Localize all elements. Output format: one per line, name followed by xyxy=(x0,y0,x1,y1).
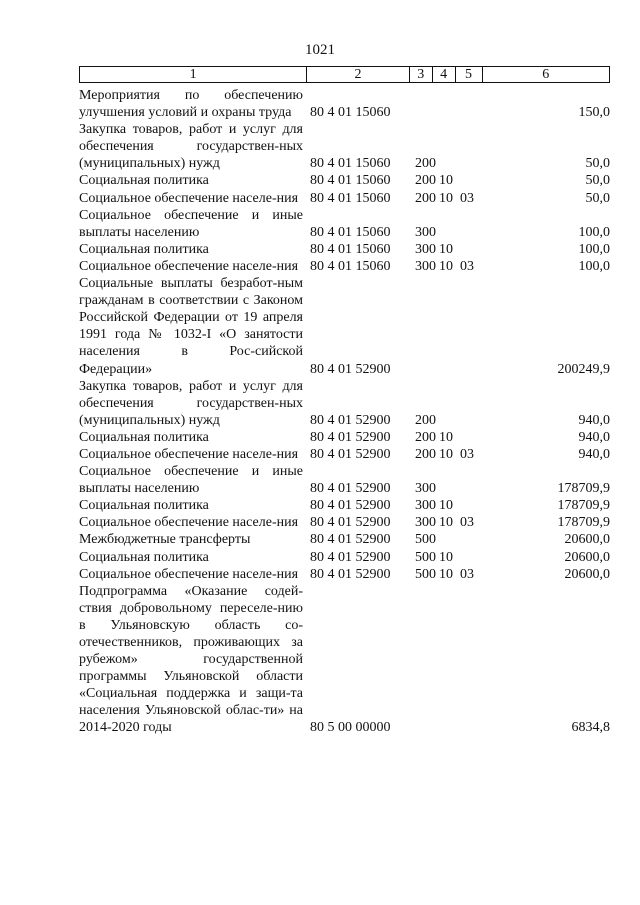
row-code: 80 4 01 52900 xyxy=(310,481,391,497)
row-code: 80 4 01 52900 xyxy=(310,515,391,531)
row-code: 80 4 01 52900 xyxy=(310,412,391,428)
row-name: Социальное обеспечение и иные выплаты населению xyxy=(79,207,303,240)
row-vr: 300 xyxy=(415,224,436,240)
row-code: 80 4 01 15060 xyxy=(310,190,391,206)
row-code: 80 4 01 52900 xyxy=(310,361,391,377)
row-rz: 10 xyxy=(439,173,453,189)
row-sum: 6834,8 xyxy=(571,720,610,736)
row-name: Социальное обеспечение и иные выплаты населению xyxy=(79,464,303,497)
table-row xyxy=(79,275,610,378)
row-code: 80 4 01 15060 xyxy=(310,224,391,240)
row-name: Социальное обеспечение населе-ния xyxy=(79,515,299,531)
row-name: Социальное обеспечение населе-ния xyxy=(79,566,299,582)
header-col-2: 2 xyxy=(307,67,410,82)
row-name: Социальная политика xyxy=(79,549,209,565)
row-name: Социальная политика xyxy=(79,498,209,514)
row-rz: 10 xyxy=(439,515,453,531)
row-vr: 200 xyxy=(415,190,436,206)
table-row xyxy=(79,190,610,207)
row-vr: 200 xyxy=(415,173,436,189)
row-sum: 940,0 xyxy=(578,446,610,462)
table-row xyxy=(79,531,610,548)
header-col-5: 5 xyxy=(456,67,483,82)
row-code: 80 4 01 15060 xyxy=(310,156,391,172)
row-sum: 50,0 xyxy=(585,173,610,189)
table-row xyxy=(79,121,610,172)
row-name: Закупка товаров, работ и услуг для обеспечения государствен-ных (муниципальных) нужд xyxy=(79,122,303,172)
row-rz: 10 xyxy=(439,429,453,445)
row-sum: 100,0 xyxy=(578,258,610,274)
row-vr: 300 xyxy=(415,258,436,274)
row-rz: 10 xyxy=(439,190,453,206)
row-rz: 10 xyxy=(439,498,453,514)
row-sum: 940,0 xyxy=(578,429,610,445)
row-pr: 03 xyxy=(460,515,474,531)
row-code: 80 4 01 52900 xyxy=(310,498,391,514)
row-vr: 300 xyxy=(415,241,436,257)
header-col-6: 6 xyxy=(542,67,550,82)
table-row xyxy=(79,514,610,531)
row-code: 80 4 01 52900 xyxy=(310,429,391,445)
row-rz: 10 xyxy=(439,258,453,274)
row-sum: 178709,9 xyxy=(557,515,610,531)
row-code: 80 4 01 52900 xyxy=(310,566,391,582)
row-code: 80 4 01 52900 xyxy=(310,549,391,565)
row-rz: 10 xyxy=(439,446,453,462)
row-code: 80 4 01 15060 xyxy=(310,105,391,121)
row-name: Социальная политика xyxy=(79,241,209,257)
row-name: Подпрограмма «Оказание содей-ствия добровольному переселе-нию в Ульяновскую область со-отечественников, проживающих за рубежом» государственной программы Ульяновской области «Социальная поддержка и защи-та населения Ульяновской облас-ти» на 2014-2020 годы xyxy=(79,583,303,736)
table-header xyxy=(79,66,610,83)
row-sum: 50,0 xyxy=(585,190,610,206)
table-row xyxy=(79,497,610,514)
row-vr: 200 xyxy=(415,412,436,428)
table-row xyxy=(79,241,610,258)
row-sum: 200249,9 xyxy=(557,361,610,377)
table-row xyxy=(79,463,610,497)
row-sum: 20600,0 xyxy=(564,566,610,582)
row-rz: 10 xyxy=(439,241,453,257)
row-sum: 940,0 xyxy=(578,412,610,428)
row-name: Межбюджетные трансферты xyxy=(79,532,251,548)
table-row xyxy=(79,87,610,121)
header-col-1: 1 xyxy=(80,67,307,82)
row-name: Социальные выплаты безработ-ным гражданам в соответствии с Законом Российской Федерации от 19 апреля 1991 года № 1032-I «О занятости населения в Рос-сийской Федерации» xyxy=(79,276,303,377)
table-body xyxy=(79,87,610,737)
row-code: 80 4 01 15060 xyxy=(310,241,391,257)
row-sum: 20600,0 xyxy=(564,532,610,548)
row-vr: 500 xyxy=(415,532,436,548)
row-pr: 03 xyxy=(460,446,474,462)
row-code: 80 4 01 52900 xyxy=(310,532,391,548)
row-sum: 50,0 xyxy=(585,156,610,172)
table-row xyxy=(79,583,610,737)
row-vr: 300 xyxy=(415,498,436,514)
row-vr: 500 xyxy=(415,566,436,582)
row-sum: 178709,9 xyxy=(557,481,610,497)
row-vr: 200 xyxy=(415,156,436,172)
row-name: Мероприятия по обеспечению улучшения условий и охраны труда xyxy=(79,88,303,121)
row-code: 80 4 01 15060 xyxy=(310,173,391,189)
row-vr: 200 xyxy=(415,446,436,462)
table-row xyxy=(79,549,610,566)
row-vr: 200 xyxy=(415,429,436,445)
row-sum: 100,0 xyxy=(578,224,610,240)
row-sum: 150,0 xyxy=(578,105,610,121)
table-row xyxy=(79,429,610,446)
row-code: 80 4 01 15060 xyxy=(310,258,391,274)
header-col-3: 3 xyxy=(410,67,433,82)
row-sum: 178709,9 xyxy=(557,498,610,514)
row-pr: 03 xyxy=(460,258,474,274)
table-row xyxy=(79,258,610,275)
table-row xyxy=(79,446,610,463)
row-code: 80 5 00 00000 xyxy=(310,720,391,736)
row-sum: 100,0 xyxy=(578,241,610,257)
row-rz: 10 xyxy=(439,549,453,565)
row-name: Социальное обеспечение населе-ния xyxy=(79,258,299,274)
row-vr: 500 xyxy=(415,549,436,565)
row-name: Социальное обеспечение населе-ния xyxy=(79,446,299,462)
page-number: 1021 xyxy=(305,42,335,58)
row-name: Закупка товаров, работ и услуг для обеспечения государствен-ных (муниципальных) нужд xyxy=(79,378,303,428)
row-vr: 300 xyxy=(415,481,436,497)
row-sum: 20600,0 xyxy=(564,549,610,565)
row-pr: 03 xyxy=(460,566,474,582)
table-row xyxy=(79,566,610,583)
row-code: 80 4 01 52900 xyxy=(310,446,391,462)
row-name: Социальная политика xyxy=(79,173,209,189)
table-row xyxy=(79,378,610,429)
row-name: Социальное обеспечение населе-ния xyxy=(79,190,299,206)
row-pr: 03 xyxy=(460,190,474,206)
row-rz: 10 xyxy=(439,566,453,582)
table-row xyxy=(79,207,610,241)
header-col-4: 4 xyxy=(433,67,456,82)
row-name: Социальная политика xyxy=(79,429,209,445)
row-vr: 300 xyxy=(415,515,436,531)
table-row xyxy=(79,172,610,189)
